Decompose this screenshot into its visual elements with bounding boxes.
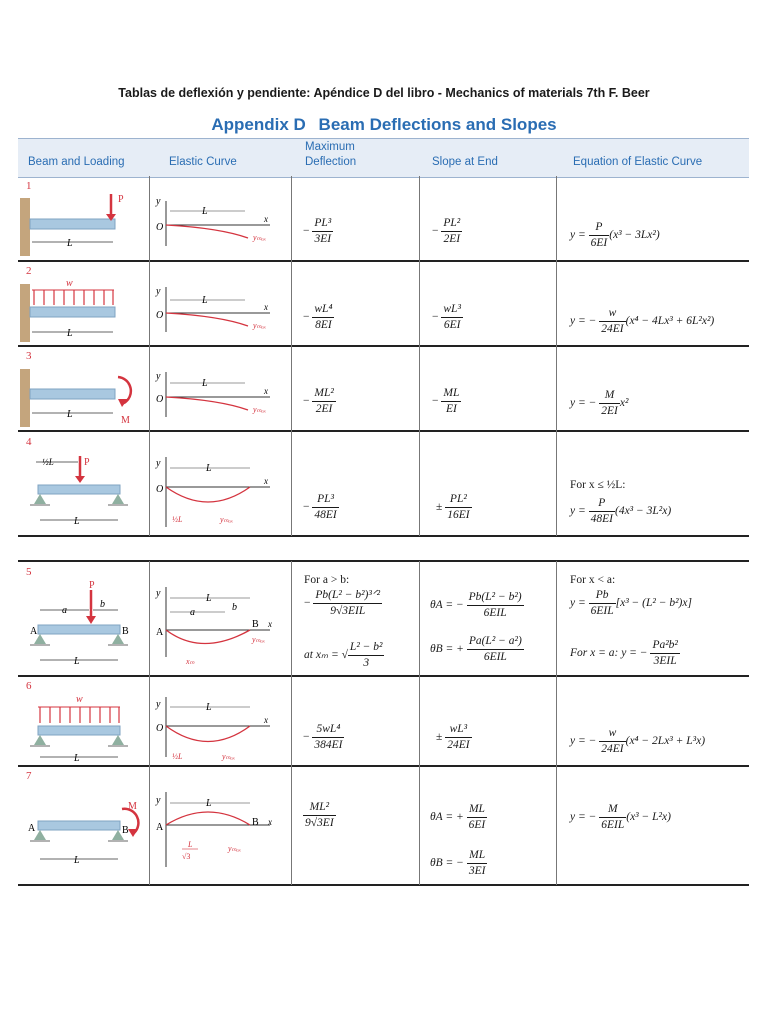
row-number: 3 [26, 350, 32, 362]
svg-text:√3: √3 [182, 852, 191, 861]
elastic-curve-5 [150, 562, 290, 674]
beam-diagram-simply-supported-center-point [18, 432, 148, 532]
max-deflection-7: $\frac{\text{ML²}}{9√3EI}$ [305, 801, 334, 829]
max-deflection-6: − $\frac{\text{5wL⁴}}{384EI}$ [303, 723, 343, 751]
svg-text:O: O [156, 394, 164, 405]
max-deflection-1: − $\frac{\text{PL³}}{3EI}$ [303, 217, 332, 245]
svg-text:yₘₐₓ: yₘₐₓ [252, 635, 266, 644]
svg-text:a: a [190, 607, 195, 618]
equation-2: y = − $\frac{w}{24EI}$ (x⁴ − 4Lx³ + 6L²x²) [570, 307, 715, 335]
svg-text:x: x [264, 715, 268, 725]
svg-text:B: B [122, 626, 129, 637]
max-deflection-4: − $\frac{\text{PL³}}{48EI}$ [303, 493, 337, 521]
beam-diagram-cantilever-moment [18, 347, 148, 431]
svg-text:B: B [252, 817, 259, 828]
svg-text:L: L [206, 702, 212, 713]
header-max-deflection-line1: Maximum [305, 141, 355, 153]
equation-3: y = − $\frac{M}{2EI}$ x² [570, 389, 629, 417]
svg-text:x: x [264, 386, 268, 396]
max-deflection-5: − $\frac{\text{Pb(L² − b²)³ᐟ²}}{\text{9√3EIL}}$ [304, 589, 381, 617]
header-equation: Equation of Elastic Curve [573, 156, 703, 168]
svg-text:O: O [156, 723, 164, 734]
svg-text:P: P [84, 457, 90, 468]
svg-text:w: w [76, 694, 83, 705]
svg-text:x: x [264, 302, 268, 312]
svg-text:B: B [122, 825, 129, 836]
svg-text:A: A [28, 823, 36, 834]
column-divider [419, 176, 420, 536]
slope-end-6: ± $\frac{\text{wL³}}{24EI}$ [436, 723, 470, 751]
svg-text:yₘₐₓ: yₘₐₓ [253, 233, 267, 242]
elastic-curve-6 [150, 677, 290, 765]
svg-text:L: L [206, 798, 212, 809]
svg-text:b: b [232, 602, 237, 613]
row-number: 4 [26, 436, 32, 448]
svg-text:x: x [268, 619, 272, 629]
beam-diagram-simply-supported-distributed [18, 677, 148, 765]
beam-diagram-simply-supported-end-moment [18, 767, 148, 883]
elastic-curve-3 [150, 347, 290, 431]
beam-diagram-cantilever-distributed [18, 262, 148, 346]
slope-a-5: θA = − $\frac{\text{Pb(L² − b²)}}{\text{6EIL}}$ [430, 591, 522, 619]
elastic-curve-4 [150, 432, 290, 532]
svg-text:L: L [74, 656, 80, 667]
svg-text:yₘₐₓ: yₘₐₓ [253, 405, 267, 414]
slope-end-3: − $\frac{ML}{EI}$ [432, 387, 460, 415]
appendix-heading: Beam Deflections and Slopes [318, 115, 557, 134]
svg-text:P: P [118, 194, 124, 205]
svg-text:L: L [74, 516, 80, 527]
column-divider [556, 176, 557, 536]
svg-text:y: y [156, 286, 161, 297]
elastic-curve-1 [150, 176, 290, 260]
elastic-curve-2 [150, 262, 290, 346]
max-deflection-5-condition: For a > b: [304, 574, 350, 586]
equation-7: y = − $\frac{M}{\text{6EIL}}$ (x³ − L²x) [570, 803, 671, 831]
slope-end-1: − $\frac{\text{PL²}}{2EI}$ [432, 217, 461, 245]
svg-text:xₘ: xₘ [186, 657, 195, 666]
svg-text:yₘₐₓ: yₘₐₓ [220, 515, 234, 524]
svg-text:L: L [206, 463, 212, 474]
svg-text:L: L [67, 409, 73, 420]
svg-text:M: M [121, 415, 130, 426]
svg-text:L: L [202, 206, 208, 217]
svg-text:L: L [206, 593, 212, 604]
svg-text:a: a [62, 605, 67, 616]
svg-text:A: A [30, 626, 38, 637]
svg-text:yₘₐₓ: yₘₐₓ [228, 844, 242, 853]
column-divider [291, 561, 292, 885]
svg-text:B: B [252, 619, 259, 630]
svg-text:L: L [74, 753, 80, 764]
svg-text:½L: ½L [42, 457, 54, 467]
svg-text:M: M [128, 801, 137, 812]
svg-text:A: A [156, 822, 164, 833]
svg-text:L: L [74, 855, 80, 866]
svg-text:L: L [202, 295, 208, 306]
header-slope-end: Slope at End [432, 156, 498, 168]
column-divider [419, 561, 420, 885]
equation-4: y = $\frac{P}{48EI}$ (4x³ − 3L²x) [570, 497, 672, 525]
svg-text:O: O [156, 310, 164, 321]
slope-b-7: θB = − $\frac{ML}{3EI}$ [430, 849, 486, 877]
row-number: 7 [26, 770, 32, 782]
svg-text:x: x [268, 817, 272, 827]
svg-text:b: b [100, 599, 105, 610]
svg-text:L: L [188, 840, 193, 849]
svg-text:y: y [156, 795, 161, 806]
beam-diagram-simply-supported-offset-point [18, 562, 148, 674]
equation-6: y = − $\frac{w}{24EI}$ (x⁴ − 2Lx³ + L³x) [570, 727, 706, 755]
equation-4-condition: For x ≤ ½L: [570, 479, 626, 491]
column-divider [556, 561, 557, 885]
max-deflection-2: − $\frac{\text{wL⁴}}{8EI}$ [303, 303, 333, 331]
row-number: 5 [26, 566, 32, 578]
svg-text:½L: ½L [172, 752, 183, 761]
appendix-title [0, 115, 768, 135]
svg-text:y: y [156, 196, 161, 207]
row-divider [18, 535, 749, 537]
elastic-curve-7 [150, 767, 290, 883]
slope-end-2: − $\frac{\text{wL³}}{6EI}$ [432, 303, 461, 331]
max-deflection-3: − $\frac{\text{ML²}}{2EI}$ [303, 387, 334, 415]
document-title: Tablas de deflexión y pendiente: Apéndice D del libro - Mechanics of materials 7th F. Beer [118, 86, 650, 100]
header-beam-loading: Beam and Loading [28, 156, 125, 168]
table-header [18, 138, 749, 178]
svg-text:L: L [67, 328, 73, 339]
header-max-deflection-line2: Deflection [305, 156, 357, 168]
svg-text:x: x [264, 476, 268, 486]
column-divider [291, 176, 292, 536]
row-number: 6 [26, 680, 32, 692]
slope-a-7: θA = + $\frac{ML}{6EI}$ [430, 803, 486, 831]
beam-diagram-cantilever-point [18, 176, 148, 260]
svg-text:P: P [89, 580, 95, 591]
svg-text:L: L [67, 238, 73, 249]
svg-text:x: x [264, 214, 268, 224]
svg-text:O: O [156, 484, 164, 495]
row-divider [18, 884, 749, 886]
svg-text:y: y [156, 699, 161, 710]
svg-text:yₘₐₓ: yₘₐₓ [222, 752, 236, 761]
svg-text:y: y [156, 588, 161, 599]
svg-text:O: O [156, 222, 164, 233]
appendix-label: Appendix D [211, 115, 306, 134]
slope-end-4: ± $\frac{\text{PL²}}{16EI}$ [436, 493, 470, 521]
svg-text:y: y [156, 458, 161, 469]
equation-5-condition: For x < a: [570, 574, 616, 586]
svg-text:y: y [156, 371, 161, 382]
row-number: 2 [26, 265, 32, 277]
svg-text:yₘₐₓ: yₘₐₓ [253, 321, 267, 330]
equation-5b: For x = a: y = − $\frac{\text{Pa²b²}}{\text{3EIL}}$ [570, 639, 678, 667]
slope-b-5: θB = + $\frac{\text{Pa(L² − a²)}}{\text{6EIL}}$ [430, 635, 522, 663]
equation-1: y = $\frac{P}{6EI}$ (x³ − 3Lx²) [570, 221, 660, 249]
equation-5: y = $\frac{Pb}{\text{6EIL}}$ [x³ − (L² − b²)x] [570, 589, 692, 617]
header-elastic-curve: Elastic Curve [169, 156, 237, 168]
svg-text:A: A [156, 627, 164, 638]
max-deflection-5-location: at xₘ = √ $\frac{\text{L² − b²}}{3}$ [304, 641, 383, 669]
row-number: 1 [26, 180, 32, 192]
svg-text:½L: ½L [172, 515, 183, 524]
svg-text:L: L [202, 378, 208, 389]
svg-text:w: w [66, 278, 73, 289]
